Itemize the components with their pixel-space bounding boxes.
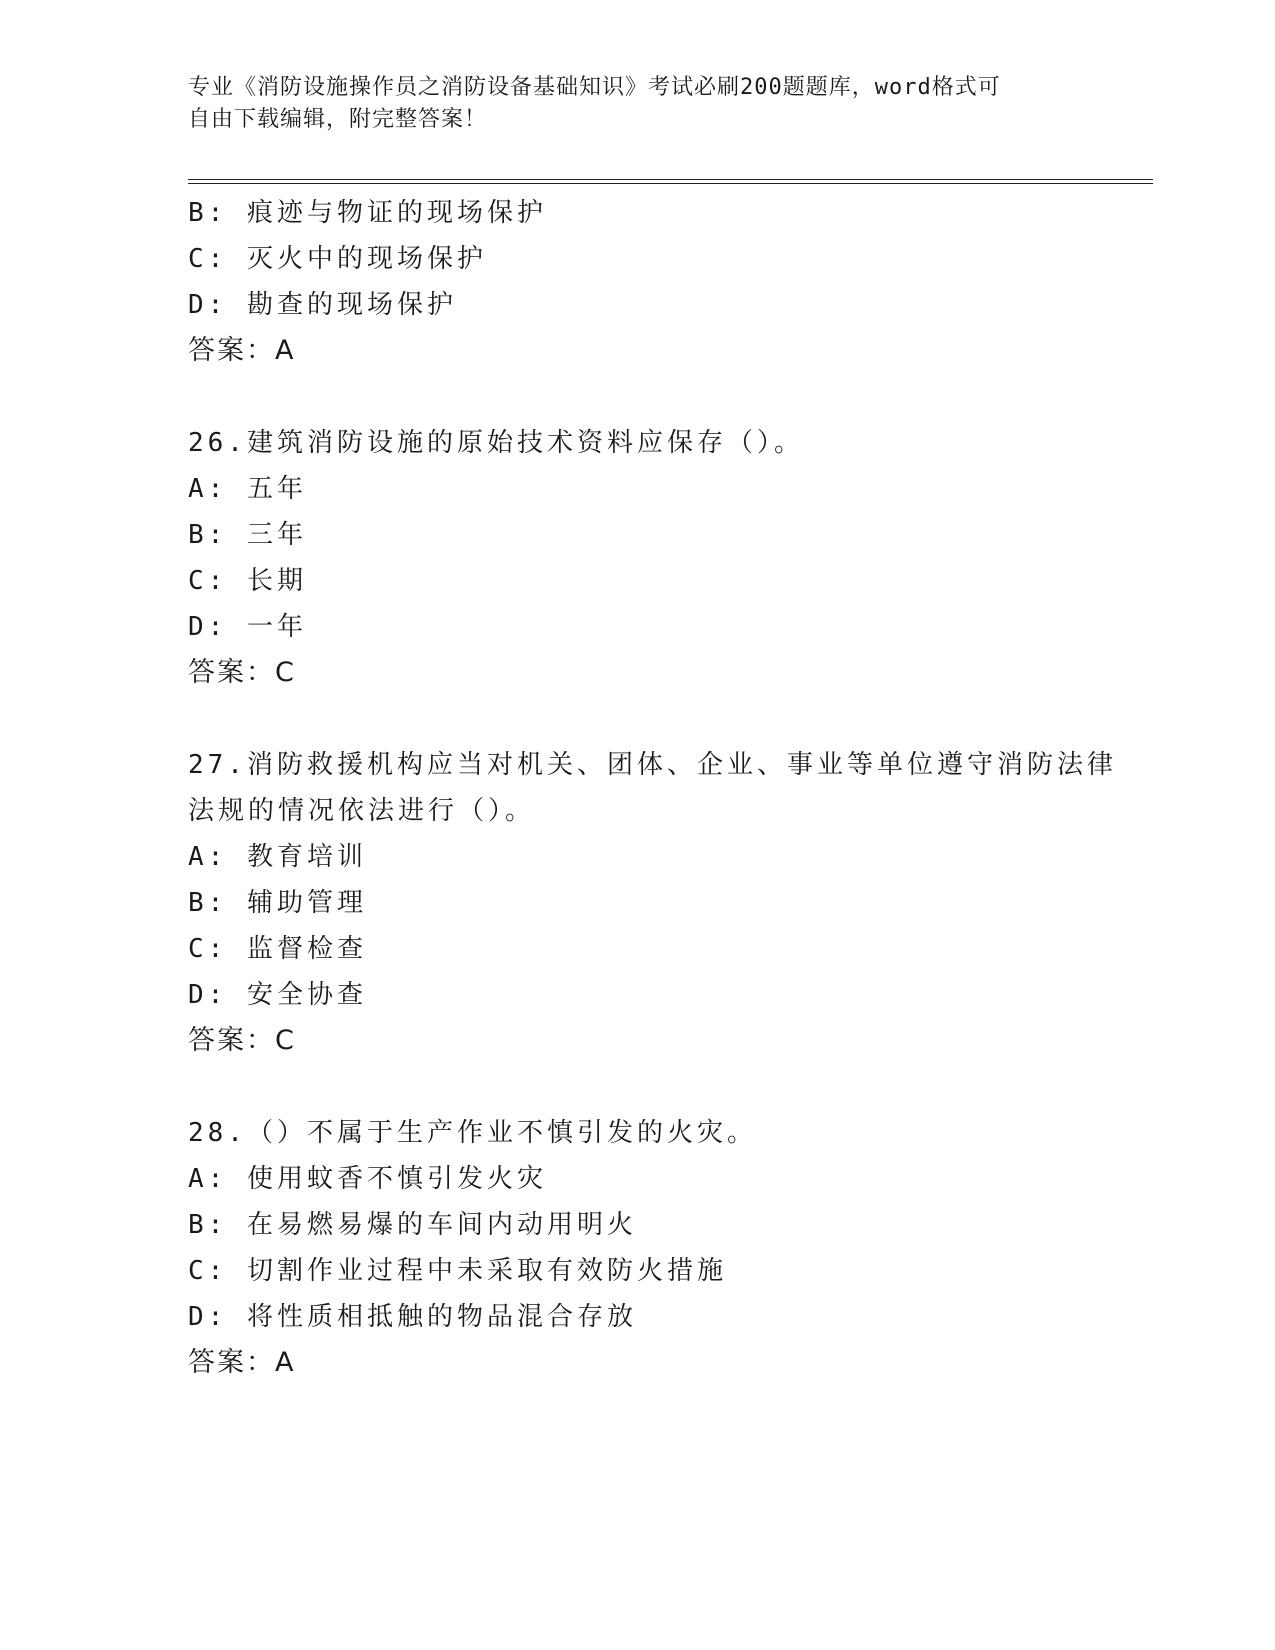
option-a: A: 五年 (188, 474, 307, 504)
option-c: C: 切割作业过程中未采取有效防火措施 (188, 1256, 727, 1286)
question-stem-line-1: 27.消防救援机构应当对机关、团体、企业、事业等单位遵守消防法律 (188, 750, 1117, 780)
option-c: C: 长期 (188, 566, 307, 596)
question-25-tail (188, 190, 1148, 374)
header-double-rule (188, 179, 1153, 184)
question-27 (188, 742, 1148, 1064)
answer-line: 答案：A (188, 335, 296, 366)
spacer (188, 696, 1148, 742)
question-stem-line-2: 法规的情况依法进行（）。 (188, 796, 536, 826)
question-list (188, 190, 1148, 1386)
option-c: C: 监督检查 (188, 934, 367, 964)
option-d: D: 一年 (188, 612, 307, 642)
question-28 (188, 1110, 1148, 1386)
document-header (188, 72, 1088, 136)
question-stem: 28.（）不属于生产作业不慎引发的火灾。 (188, 1118, 757, 1148)
spacer (188, 374, 1148, 420)
question-26 (188, 420, 1148, 696)
option-a: A: 教育培训 (188, 842, 367, 872)
option-b: B: 痕迹与物证的现场保护 (188, 198, 547, 228)
answer-line: 答案：C (188, 657, 296, 688)
option-b: B: 辅助管理 (188, 888, 367, 918)
option-b: B: 三年 (188, 520, 307, 550)
answer-line: 答案：C (188, 1025, 296, 1056)
option-d: D: 勘查的现场保护 (188, 290, 457, 320)
option-d: D: 安全协查 (188, 980, 367, 1010)
option-b: B: 在易燃易爆的车间内动用明火 (188, 1210, 637, 1240)
question-stem: 26.建筑消防设施的原始技术资料应保存（）。 (188, 428, 804, 458)
answer-line: 答案：A (188, 1347, 296, 1378)
header-title-line-2: 自由下载编辑，附完整答案！ (188, 107, 488, 132)
option-a: A: 使用蚊香不慎引发火灾 (188, 1164, 547, 1194)
option-c: C: 灭火中的现场保护 (188, 244, 487, 274)
spacer (188, 1064, 1148, 1110)
option-d: D: 将性质相抵触的物品混合存放 (188, 1302, 637, 1332)
header-title-line-1: 专业《消防设施操作员之消防设备基础知识》考试必刷200题题库，word格式可 (188, 75, 1001, 100)
